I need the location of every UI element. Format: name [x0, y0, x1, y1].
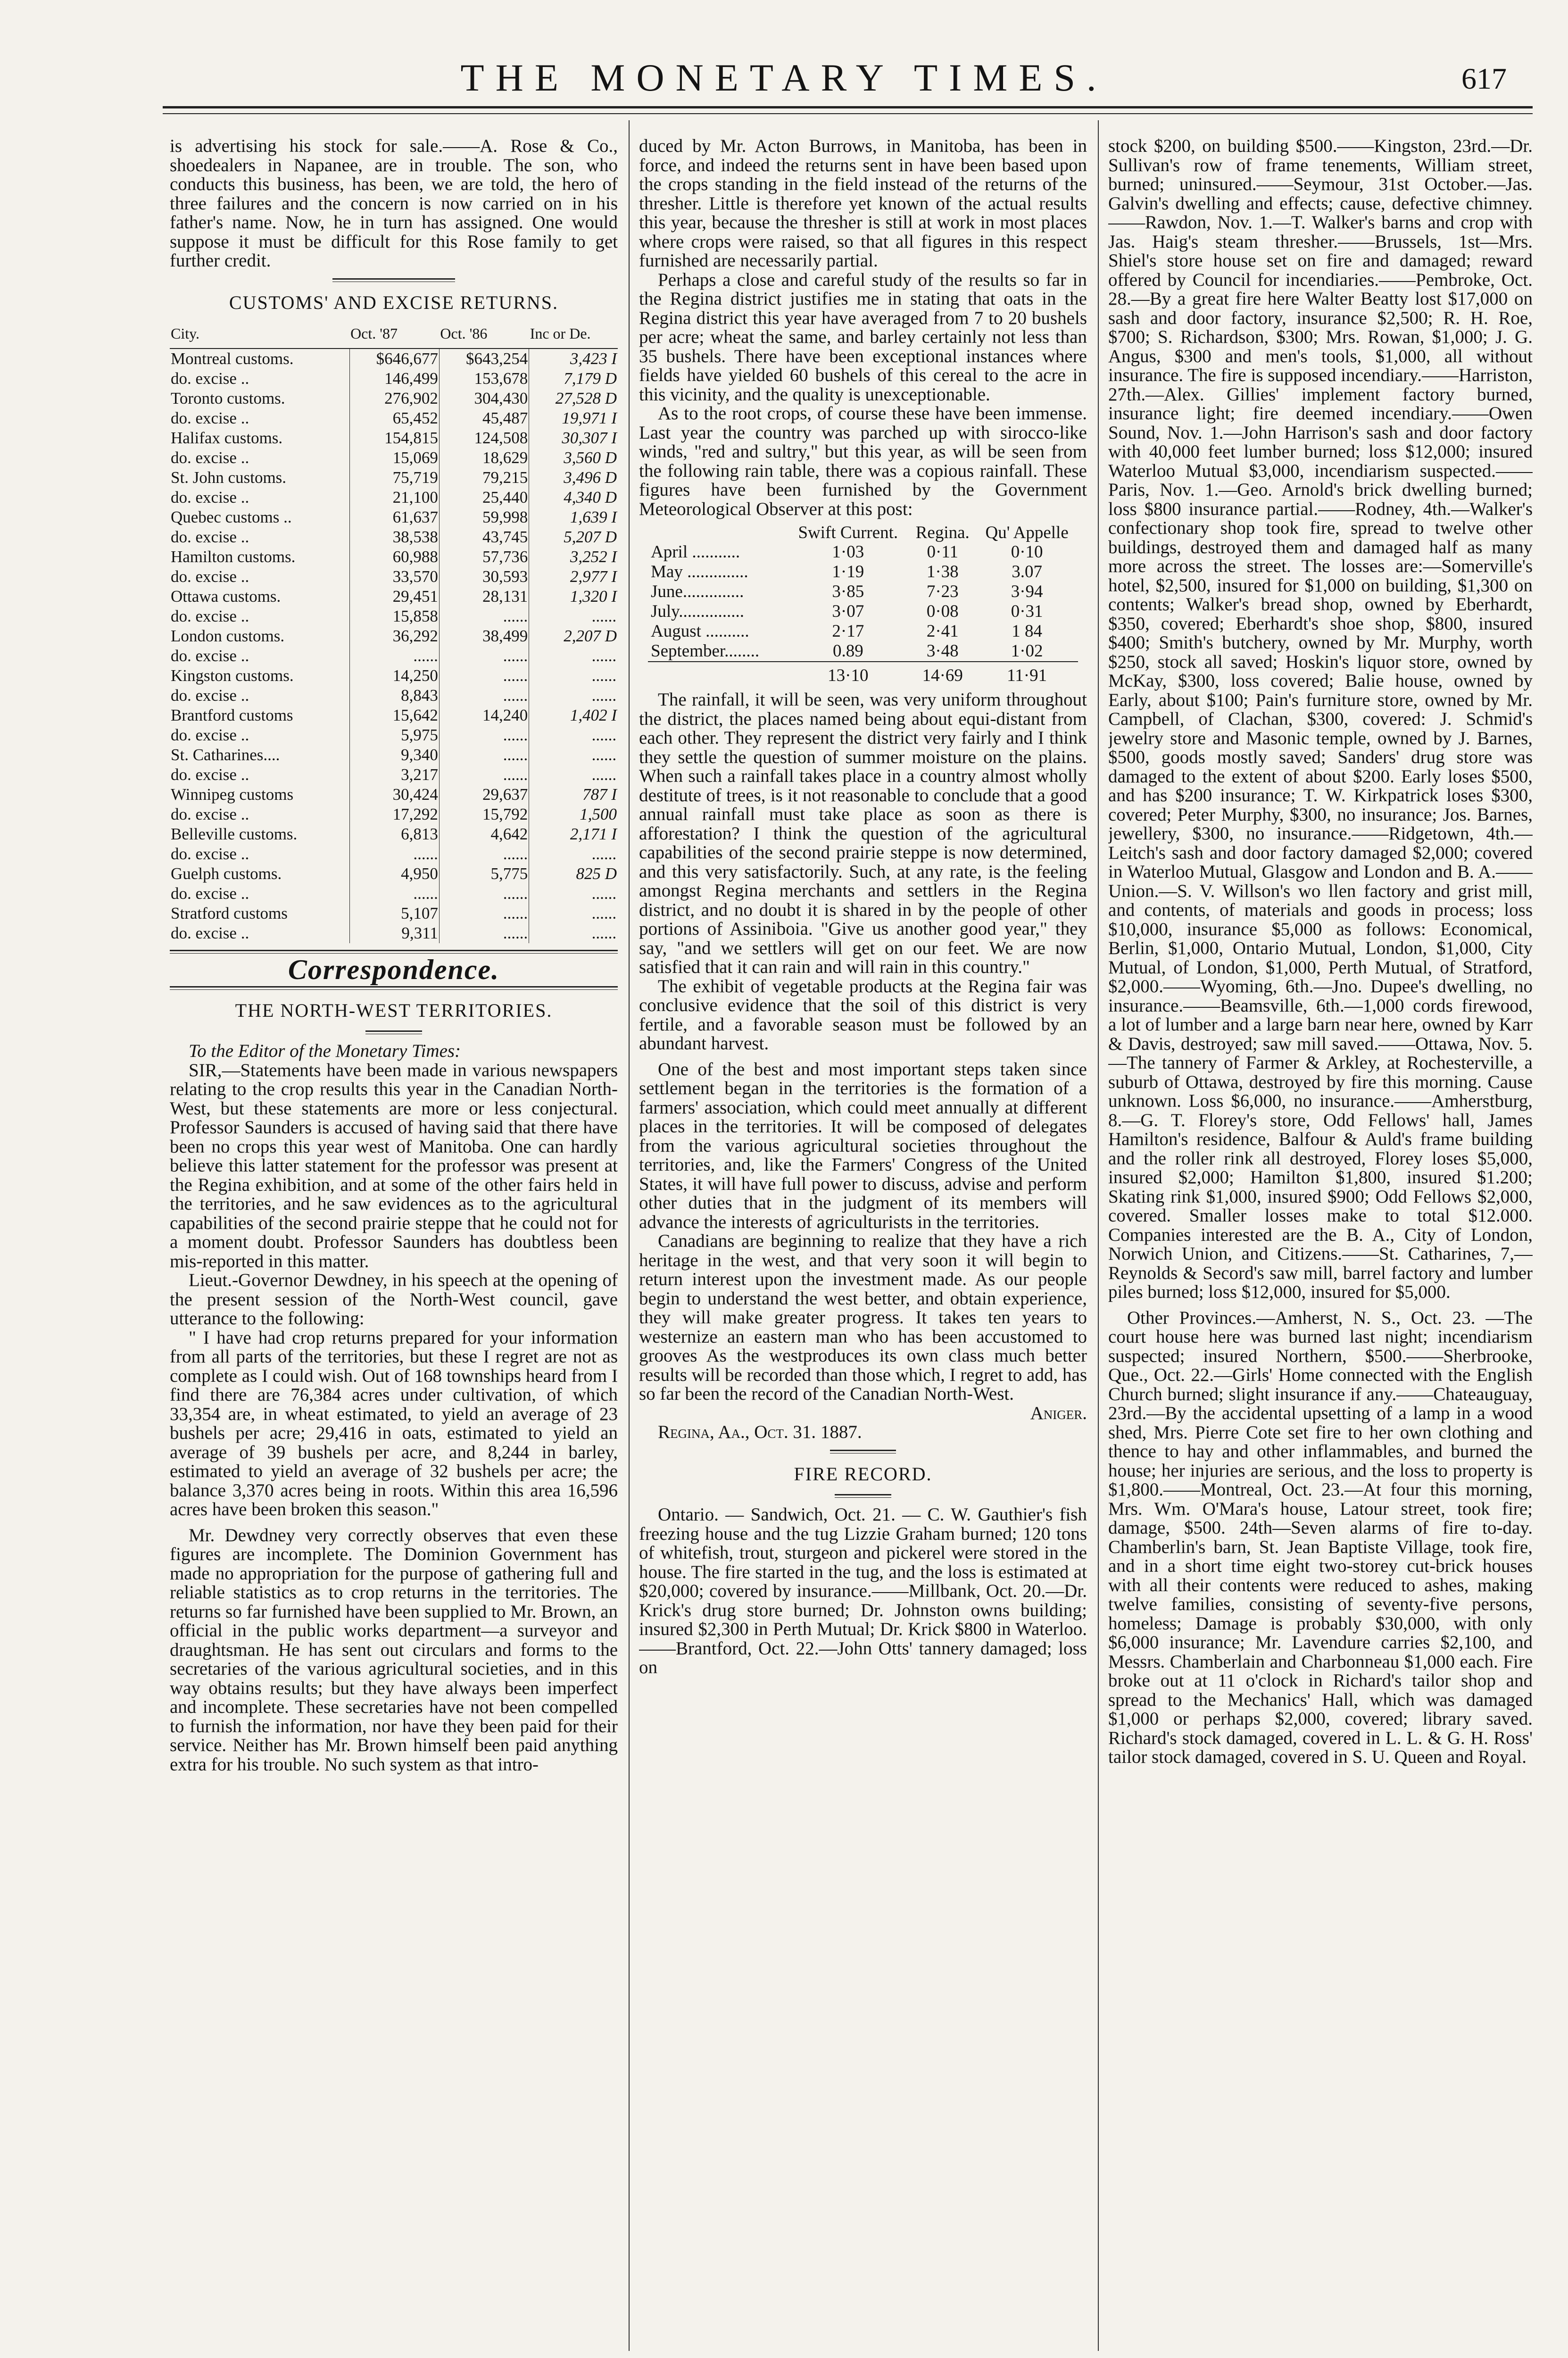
table-cell: 5,775	[439, 864, 529, 884]
table-cell: 36,292	[349, 626, 439, 646]
table-cell: ......	[439, 725, 529, 745]
customs-header-row	[170, 323, 618, 349]
table-cell: 29,637	[439, 785, 529, 805]
table-cell: 14,240	[439, 706, 529, 725]
table-cell: 11·91	[976, 662, 1078, 686]
customs-col-city: City.	[170, 323, 349, 349]
table-cell: Montreal customs.	[171, 349, 294, 368]
table-cell: 5,975	[349, 725, 439, 745]
table-cell: Toronto customs.	[171, 389, 285, 407]
fire-record-paragraph: Other Provinces.—Amherst, N. S., Oct. 23. —The court house here was burned last night; incendiarism suspected; insured Northern, $500.——Sherbrooke, Que., Oct. 22.—Girls' Home connected with the English Church burned; slight insurance if any.——Chateauguay, 23rd.—By the accidental upsetting of a lamp in a wood shed, Mrs. Pierre Cote set fire to her own clothing and thence to hay and other inflammables, and burned the house; her injuries are serious, and the loss to property is $1,800.——Montreal, Oct. 23.—At four this morning, Mrs. Wm. O'Mara's house, Latour street, took fire; damage, $500. 24th—Seven alarms of fire to-day. Chamberlin's barn, St. Jean Baptiste Village, took fire, and in a short time eight two-storey cut-brick houses with all their contents were reduced to ashes, making twelve families, consisting of seventy-five persons, homeless; Damage is probably $30,000, with only $6,000 insurance; Mr. Lavendure carries $2,100, and Messrs. Chamberlain and Charbonneau $1,000 each. Fire broke out at 11 o'clock in Richard's tailor shop and spread to the Mechanics' Hall, which was damaged $1,000 or perhaps $2,000, covered; library saved. Richard's stock damaged, covered in L. L. & G. H. Ross' tailor stock damaged, covered in S. U. Queen and Royal.	[1108, 1307, 1533, 1767]
rainfall-total-row	[648, 662, 1078, 686]
article-paragraph: duced by Mr. Acton Burrows, in Manitoba, has been in force, and indeed the returns sent in have been based upon the crops standing in the field instead of the returns of the thresher. Little is therefore yet known of the actual results this year, because the thresher is still at work in most places where crops were raised, so that all figures in this respect furnished are necessarily partial.	[639, 137, 1087, 271]
table-cell: 5,107	[349, 904, 439, 923]
article-paragraph: Lieut.-Governor Dewdney, in his speech at the opening of the present session of the North-West council, gave utterance to the following:	[170, 1270, 618, 1328]
customs-row	[170, 587, 618, 606]
table-cell: 7·23	[926, 582, 959, 601]
table-cell: ......	[439, 686, 529, 706]
table-cell: ......	[439, 646, 529, 666]
table-cell: 6,813	[349, 824, 439, 844]
table-cell: 154,815	[349, 428, 439, 448]
column-divider	[629, 120, 630, 2351]
table-cell: ......	[529, 904, 618, 923]
table-cell: ......	[529, 646, 618, 666]
table-cell: 3·07	[832, 602, 864, 621]
customs-row	[170, 507, 618, 527]
column-1	[170, 137, 618, 2349]
rainfall-row	[648, 622, 1078, 641]
table-cell: 153,678	[439, 369, 529, 389]
table-cell: ......	[349, 844, 439, 864]
article-paragraph: Perhaps a close and careful study of the results so far in the Regina district justifies me in stating that oats in the Regina district this year have averaged from 7 to 20 bushels per acre; wheat the same, and barley certainly not less than 35 bushels. There have been exceptional instances where fields have yielded 60 bushels of this cereal to the acre in this vicinity, and the quality is unexceptionable.	[639, 269, 1087, 405]
customs-title: CUSTOMS' AND EXCISE RETURNS.	[229, 291, 559, 313]
table-cell: Guelph customs.	[171, 864, 282, 883]
table-cell: ......	[349, 884, 439, 904]
table-cell: 1·02	[1011, 641, 1043, 661]
table-cell: ......	[529, 765, 618, 785]
rainfall-row	[648, 582, 1078, 602]
table-cell: Halifax customs.	[171, 429, 283, 447]
header-rule	[163, 106, 1533, 108]
table-cell: do. excise ..	[171, 607, 249, 625]
customs-row	[170, 666, 618, 686]
article-paragraph: " I have had crop returns prepared for your information from all parts of the territories, but these I regret are not as complete as I could wish. Out of 168 townships heard from I find there are 76,384 acres under cultivation, of which 33,354 are, in wheat estimated, to yield an average of 23 bushels per acre; 29,416 in oats, estimated to yield an average of 39 bushels per acre, and 8,244 in barley, estimated to yield an average of 32 bushels per acre; the balance 3,370 acres being in roots. Within this area 16,596 acres have been broken this season."	[170, 1327, 618, 1519]
table-cell: Stratford customs	[171, 904, 288, 922]
table-cell: ......	[529, 725, 618, 745]
rainfall-row	[648, 641, 1078, 662]
table-cell: 13·10	[787, 662, 909, 686]
table-cell: 2·41	[926, 622, 959, 641]
table-cell: do. excise ..	[171, 647, 249, 665]
table-cell: ......	[439, 884, 529, 904]
customs-row	[170, 745, 618, 765]
table-cell: 1,402 I	[529, 706, 618, 725]
table-cell: 1,500	[529, 805, 618, 824]
page-number: 617	[1461, 62, 1507, 95]
table-cell: 1 84	[1012, 622, 1043, 641]
table-cell: 3·94	[1011, 582, 1043, 601]
table-cell: 4,340 D	[529, 488, 618, 507]
table-cell: 2,977 I	[529, 567, 618, 587]
intro-paragraph: is advertising his stock for sale.——A. Rose & Co., shoedealers in Napanee, are in trouble. The son, who conducts this business, has been, we are told, the hero of three failures and the concern is now carried on in his father's name. Now, he in turn has assigned. One would suppose it must be difficult for this Rose family to get further credit.	[170, 137, 618, 271]
table-cell: do. excise ..	[171, 448, 249, 467]
customs-row	[170, 349, 618, 369]
customs-row	[170, 408, 618, 428]
table-cell: June..............	[651, 582, 744, 601]
table-cell: ......	[529, 606, 618, 626]
article-paragraph: One of the best and most important steps taken since settlement began in the territories is the formation of a farmers' association, which could meet annually at different places in the territories. It will be composed of delegates from the various agricultural societies throughout the territories, and, like the Farmers' Congress of the United States, it will have full power to discuss, advise and perform other duties that in the judgment of its members will advance the interests of agriculturists in the territories.	[639, 1059, 1087, 1232]
page-title: THE MONETARY TIMES.	[460, 56, 1108, 99]
table-cell: ......	[529, 666, 618, 686]
rainfall-table-body	[648, 542, 1078, 662]
table-cell: 0·10	[1011, 542, 1043, 562]
section-rule	[332, 278, 455, 282]
table-cell: 30,307 I	[529, 428, 618, 448]
table-cell: St. Catharines....	[171, 746, 280, 764]
table-cell: 9,311	[349, 923, 439, 943]
customs-row	[170, 884, 618, 904]
customs-row	[170, 844, 618, 864]
table-cell: 25,440	[439, 488, 529, 507]
table-cell: ......	[529, 745, 618, 765]
customs-row	[170, 488, 618, 507]
table-cell: ......	[439, 923, 529, 943]
table-cell: 4,642	[439, 824, 529, 844]
table-cell: do. excise ..	[171, 369, 249, 388]
table-cell: 60,988	[349, 547, 439, 567]
table-cell: ......	[529, 923, 618, 943]
customs-row	[170, 567, 618, 587]
table-cell: 57,736	[439, 547, 529, 567]
table-cell: ......	[439, 765, 529, 785]
article-paragraph: Mr. Dewdney very correctly observes that even these figures are incomplete. The Dominion Government has made no appropriation for the purpose of gathering full and reliable statistics as to crop returns in the territories. The returns so far furnished have been supplied to Mr. Brown, an official in the public works department—a surveyor and draughtsman. He has sent out circulars and forms to the secretaries of the various agricultural societies, and in this way obtains results; but they have always been imperfect and incomplete. These secretaries have not been compelled to furnish the information, nor have they been paid for their service. Neither has Mr. Brown himself been paid anything extra for his trouble. No such system as that intro-	[170, 1525, 618, 1775]
customs-row	[170, 547, 618, 567]
section-rule	[835, 1494, 891, 1498]
table-cell: 0·08	[926, 602, 959, 621]
table-cell: July...............	[651, 602, 745, 621]
table-cell: Brantford customs	[171, 706, 293, 724]
fire-record-title: FIRE RECORD.	[794, 1463, 932, 1485]
table-cell: do. excise ..	[171, 765, 249, 784]
table-cell: 19,971 I	[529, 408, 618, 428]
table-cell: 28,131	[439, 587, 529, 606]
article-paragraph: The exhibit of vegetable products at the Regina fair was conclusive evidence that the soil of this district is very fertile, and a favorable season must be followed by an abundant harvest.	[639, 976, 1087, 1054]
article-paragraph: The rainfall, it will be seen, was very uniform throughout the district, the places named being about equi-distant from each other. They represent the district very fairly and I think they settle the question of summer moisture on the plains. When such a rainfall takes place in a country almost wholly destitute of trees, is it not reasonable to conclude that a good annual rainfall must take place as soon as there is afforestation? I think the question of the agricultural capabilities of the second prairie steppe is now determined, and this very satisfactorily. Such, at any rate, is the feeling amongst Regina merchants and settlers in the Regina district, and no doubt it is shared in by the people of other portions of Assiniboia. "Give us another good year," they say, "and we settlers will get on our feet. We are now satisfied that it can rain and will rain in this country."	[639, 689, 1087, 977]
table-cell: do. excise ..	[171, 884, 249, 903]
table-cell: 4,950	[349, 864, 439, 884]
table-cell: 3,423 I	[529, 349, 618, 369]
article-paragraph: Canadians are beginning to realize that they have a rich heritage in the west, and that very soon it will begin to return interest upon the investment made. As our people begin to understand the west better, and obtain experience, they will make greater progress. It takes ten years to westernize an eastern man who has been accustomed to grooves As the westproduces its own class much better results will be recorded than those which, I regret to add, has so far been the record of the Canadian North-West.	[639, 1231, 1087, 1404]
table-cell: 17,292	[349, 805, 439, 824]
customs-row	[170, 369, 618, 389]
table-cell: 0·11	[927, 542, 958, 562]
customs-row	[170, 785, 618, 805]
rainfall-header-row	[648, 523, 1078, 542]
signature: Aniger.	[1030, 1403, 1087, 1423]
table-cell: do. excise ..	[171, 409, 249, 427]
table-cell: ......	[439, 904, 529, 923]
table-cell: ......	[439, 666, 529, 686]
table-cell: 1,320 I	[529, 587, 618, 606]
rainfall-col-swift-current: Swift Current.	[798, 523, 898, 542]
table-cell: 1·38	[926, 562, 959, 581]
customs-row	[170, 904, 618, 923]
table-cell: 9,340	[349, 745, 439, 765]
rainfall-row	[648, 602, 1078, 622]
table-cell: 1·03	[832, 542, 864, 562]
customs-row	[170, 626, 618, 646]
table-cell: 29,451	[349, 587, 439, 606]
rainfall-table	[648, 523, 1078, 686]
table-cell: Hamilton customs.	[171, 548, 296, 566]
rainfall-row	[648, 542, 1078, 562]
table-cell: 3,560 D	[529, 448, 618, 468]
column-2	[639, 137, 1087, 2349]
table-cell: do. excise ..	[171, 805, 249, 823]
table-cell: 30,424	[349, 785, 439, 805]
customs-row	[170, 448, 618, 468]
table-cell: 787 I	[529, 785, 618, 805]
table-cell: 33,570	[349, 567, 439, 587]
table-cell: 15,858	[349, 606, 439, 626]
customs-row	[170, 923, 618, 943]
table-cell: $646,677	[349, 349, 439, 369]
table-cell: 8,843	[349, 686, 439, 706]
section-rule	[365, 1030, 422, 1034]
to-editor-line: To the Editor of the Monetary Times:	[189, 1041, 461, 1061]
table-cell: ......	[349, 646, 439, 666]
rainfall-col-regina: Regina.	[915, 523, 970, 542]
table-cell: ......	[529, 884, 618, 904]
table-cell: 2,207 D	[529, 626, 618, 646]
table-cell: 7,179 D	[529, 369, 618, 389]
table-cell: 3,217	[349, 765, 439, 785]
customs-row	[170, 468, 618, 488]
column-divider	[1098, 120, 1099, 2351]
table-cell: London customs.	[171, 627, 285, 645]
section-rule	[830, 1450, 896, 1453]
fire-record-paragraph: Ontario. — Sandwich, Oct. 21. — C. W. Gauthier's fish freezing house and the tug Lizzie Graham burned; 120 tons of whitefish, trout, sturgeon and pickerel were stored in the house. The fire started in the tug, and the loss is estimated at $20,000; covered by insurance.——Millbank, Oct. 20.—Dr. Krick's drug store burned; Dr. Johnston owns building; insured $2,300 in Perth Mutual; Dr. Krick $800 in Waterloo.——Brantford, Oct. 22.—John Otts' tannery damaged; loss on	[639, 1504, 1087, 1677]
customs-row	[170, 686, 618, 706]
table-cell: 276,902	[349, 389, 439, 408]
article-paragraph: As to the root crops, of course these have been immense. Last year the country was parched up with sirocco-like winds, "red and sultry," but this year, as will be seen from the following rain table, there was a copious rainfall. These figures have been furnished by the Government Meteorological Observer at this post:	[639, 403, 1087, 519]
customs-table-body	[170, 349, 618, 943]
table-cell: 0·31	[1011, 602, 1043, 621]
table-cell: 27,528 D	[529, 389, 618, 408]
customs-col-change: Inc or De.	[529, 323, 618, 349]
fire-record-paragraph: stock $200, on building $500.——Kingston, 23rd.—Dr. Sullivan's row of frame tenements, William street, burned; uninsured.——Seymour, 31st October.—Jas. Galvin's dwelling and effects; cause, defective chimney.——Rawdon, Nov. 1.—T. Walker's barns and crop with Jas. Haig's steam thresher.——Brussels, 1st—Mrs. Shiel's store house set on fire and damaged; reward offered by Council for incendiaries.——Pembroke, Oct. 28.—By a great fire here Walter Beatty lost $17,000 on sash and door factory, insurance $2,500; R. H. Roe, $700; S. Richardson, $300; Mrs. Rowan, $1,000; J. G. Angus, $300 and men's tools, $1,000, all without insurance. The fire is supposed incendiary.——Harriston, 27th.—Alex. Gillies' implement factory burned, insurance light; fire deemed incendiary.——Owen Sound, Nov. 1.—John Harrison's sash and door factory with 40,000 feet lumber burned; loss $12,000; insured Waterloo Mutual $3,000, incendiarism suspected.——Paris, Nov. 1.—Geo. Arnold's brick dwelling burned; loss $800 insurance partial.——Rodney, 4th.—Walker's confectionary shop took fire, spread to twelve other buildings, destroyed them and damaged half as many more across the street. The losses are:—Somerville's hotel, $2,500, insured for $1,000 on building, $1,300 on contents; Walker's bread shop, owned by Eberhardt, $350, covered; Eberhardt's shoe shop, $800, insured $400; Smith's butchery, owned by Mr. Murphy, worth $250, stock all saved; Hoskin's liquor store, owned by McKay, $300, loss covered; Balie house, owned by Early, about $100; Pain's furniture store, owned by Mr. Campbell, of Clachan, $300, covered: J. Schmid's jewelry store and Masonic temple, owned by J. Barnes, $500, goods mostly saved; Sanders' drug store was damaged to the extent of about $200. Early loses $500, and has $200 insurance; T. W. Kirkpatrick loses $300, covered; Peter Murphy, $300, no insurance; Jos. Barnes, jewellery, $300, no insurance.——Ridgetown, 4th.—Leitch's sash and door factory damaged $2,000; covered in Waterloo Mutual, Glasgow and London and B. A.——Union.—S. V. Willson's wo llen factory and grist mill, and contents, of materials and goods in process; loss $10,000, insurance $5,000 as follows: Economical, Berlin, $1,000, Ontario Mutual, London, $1,000, City Mutual, of London, $1,000, Perth Mutual, of Stratford, $2,000.——Wyoming, 6th.—Jno. Dupee's dwelling, no insurance.——Beamsville, 6th.—1,000 cords firewood, a lot of lumber and a large barn near here, owned by Karr & Davis, destroyed; saw mill saved.——Ottawa, Nov. 5.—The tannery of Farmer & Arkley, at Rochesterville, a suburb of Ottawa, destroyed by fire this morning. Cause unknown. Loss $6,000, no insurance.——Amherstburg, 8.—G. T. Florey's store, Odd Fellows' hall, James Hamilton's residence, Balfour & Auld's frame building and the roller rink all destroyed, Florey loses $5,000, insured $2,000; Hamilton $1,800, insured $1.200; Skating rink $1,000, insured $900; Odd Fellows $2,000, covered. Smaller losses make to total $12.000. Companies interested are the B. A., City of London, Norwich Union, and Citizens.——St. Catharines, 7,—Reynolds & Secord's saw mill, barrel factory and lumber piles burned; loss $12,000, insured for $5,000.	[1108, 137, 1533, 1302]
table-cell: 14·69	[909, 662, 976, 686]
table-cell: 38,538	[349, 527, 439, 547]
table-cell: do. excise ..	[171, 924, 249, 942]
table-cell: 3·48	[926, 641, 959, 661]
nwt-title: THE NORTH-WEST TERRITORIES.	[235, 999, 553, 1021]
customs-row	[170, 706, 618, 725]
table-cell: 5,207 D	[529, 527, 618, 547]
table-cell: do. excise ..	[171, 488, 249, 506]
customs-row	[170, 606, 618, 626]
customs-row	[170, 725, 618, 745]
table-cell: $643,254	[439, 349, 529, 369]
section-rule	[170, 986, 618, 990]
table-cell: May ..............	[651, 562, 748, 581]
table-cell: 124,508	[439, 428, 529, 448]
table-cell: do. excise ..	[171, 528, 249, 546]
table-cell: 2,171 I	[529, 824, 618, 844]
section-rule	[170, 950, 618, 954]
customs-row	[170, 428, 618, 448]
table-cell: 1,639 I	[529, 507, 618, 527]
table-cell: 18,629	[439, 448, 529, 468]
table-cell: 61,637	[349, 507, 439, 527]
table-cell: 15,642	[349, 706, 439, 725]
table-cell: 79,215	[439, 468, 529, 488]
table-cell: 38,499	[439, 626, 529, 646]
customs-row	[170, 527, 618, 547]
table-cell: 3,252 I	[529, 547, 618, 567]
table-cell	[648, 662, 787, 686]
table-cell: 3·85	[832, 582, 864, 601]
table-cell: 59,998	[439, 507, 529, 527]
table-cell: St. John customs.	[171, 468, 287, 487]
table-cell: 304,430	[439, 389, 529, 408]
table-cell: Belleville customs.	[171, 825, 298, 843]
table-cell: 14,250	[349, 666, 439, 686]
table-cell: do. excise ..	[171, 845, 249, 863]
table-cell: Winnipeg customs	[171, 785, 294, 804]
table-cell: April ...........	[651, 542, 740, 562]
rainfall-row	[648, 562, 1078, 582]
table-cell: 15,792	[439, 805, 529, 824]
table-cell: 146,499	[349, 369, 439, 389]
table-cell: ......	[529, 686, 618, 706]
table-cell: 21,100	[349, 488, 439, 507]
table-cell: 30,593	[439, 567, 529, 587]
table-cell: 65,452	[349, 408, 439, 428]
correspondence-heading: Correspondence.	[288, 954, 500, 985]
customs-col-oct87: Oct. '87	[349, 323, 439, 349]
customs-table	[170, 323, 618, 943]
table-cell: 45,487	[439, 408, 529, 428]
header-rule-thin	[163, 113, 1533, 114]
table-cell: Ottawa customs.	[171, 587, 281, 606]
table-cell: 3.07	[1012, 562, 1043, 581]
table-cell: do. excise ..	[171, 686, 249, 705]
customs-col-oct86: Oct. '86	[439, 323, 529, 349]
rainfall-col-qu-appelle: Qu' Appelle	[985, 523, 1069, 542]
table-cell: 75,719	[349, 468, 439, 488]
table-cell: September........	[651, 641, 760, 661]
table-cell: ......	[439, 606, 529, 626]
table-cell: 2·17	[832, 622, 864, 641]
table-cell: do. excise ..	[171, 726, 249, 744]
table-cell: do. excise ..	[171, 567, 249, 586]
customs-row	[170, 805, 618, 824]
article-paragraph: SIR,—Statements have been made in various newspapers relating to the crop results this year in the Canadian North-West, but these statements are more or less conjectural. Professor Saunders is accused of having said that there have been no crops this year west of Manitoba. One can hardly believe this latter statement for the professor was present at the Regina exhibition, and at some of the other fairs held in the territories, and he saw evidences as to the agricultural capabilities of the second prairie steppe that he could not for a moment doubt. Professor Saunders has doubtless been mis-reported in this matter.	[170, 1060, 618, 1271]
customs-row	[170, 864, 618, 884]
customs-row	[170, 389, 618, 408]
customs-row	[170, 765, 618, 785]
dateline: Regina, Aa., Oct. 31. 1887.	[658, 1422, 862, 1442]
table-cell: Kingston customs.	[171, 666, 294, 685]
table-cell: 15,069	[349, 448, 439, 468]
table-cell: 825 D	[529, 864, 618, 884]
table-cell: 43,745	[439, 527, 529, 547]
table-cell: ......	[439, 745, 529, 765]
customs-row	[170, 824, 618, 844]
table-cell: ......	[529, 844, 618, 864]
customs-row	[170, 646, 618, 666]
table-cell: ......	[439, 844, 529, 864]
table-cell: 1·19	[832, 562, 864, 581]
table-cell: August ..........	[651, 622, 749, 641]
rainfall-col-month	[648, 523, 787, 542]
table-cell: 0.89	[832, 641, 863, 661]
table-cell: Quebec customs ..	[171, 508, 292, 526]
table-cell: 3,496 D	[529, 468, 618, 488]
column-3	[1108, 137, 1533, 2349]
